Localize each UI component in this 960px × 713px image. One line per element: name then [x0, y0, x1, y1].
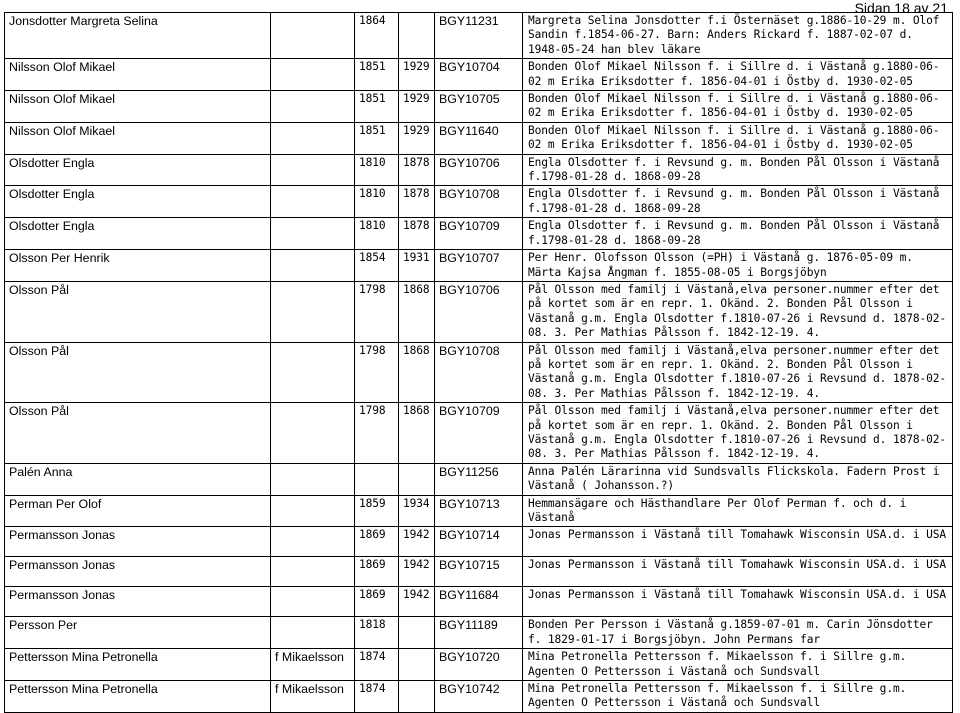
name-cell: Olsson Per Henrik: [5, 250, 271, 282]
maiden-name-cell: [271, 281, 355, 342]
name-cell: Pettersson Mina Petronella: [5, 649, 271, 681]
name-cell: Pettersson Mina Petronella: [5, 681, 271, 713]
name-cell: Nilsson Olof Mikael: [5, 59, 271, 91]
description-cell: Jonas Permansson i Västanå till Tomahawk Wisconsin USA.d. i USA: [523, 587, 953, 617]
table-row: [5, 59, 953, 91]
birth-year-cell: 1798: [355, 342, 399, 403]
birth-year-cell: 1854: [355, 250, 399, 282]
table-row: [5, 495, 953, 527]
name-cell: Olsdotter Engla: [5, 218, 271, 250]
death-year-cell: [399, 681, 435, 713]
birth-year-cell: 1798: [355, 281, 399, 342]
maiden-name-cell: [271, 342, 355, 403]
death-year-cell: 1868: [399, 281, 435, 342]
name-cell: Olsson Pål: [5, 342, 271, 403]
death-year-cell: [399, 13, 435, 59]
description-cell: Bonden Per Persson i Västanå g.1859-07-01 m. Carin Jönsdotter f. 1829-01-17 i Borgsjöbyn. John Permans far: [523, 617, 953, 649]
description-cell: Bonden Olof Mikael Nilsson f. i Sillre d. i Västanå g.1880-06-02 m Erika Eriksdotter f. 1856-04-01 i Östby d. 1930-02-05: [523, 91, 953, 123]
image-code-cell: BGY10720: [435, 649, 523, 681]
image-code-cell: BGY10706: [435, 281, 523, 342]
death-year-cell: 1929: [399, 59, 435, 91]
page-number: Sidan 18 av 21: [854, 0, 948, 16]
description-cell: Engla Olsdotter f. i Revsund g. m. Bonden Pål Olsson i Västanå f.1798-01-28 d. 1868-09-28: [523, 218, 953, 250]
description-cell: Bonden Olof Mikael Nilsson f. i Sillre d. i Västanå g.1880-06-02 m Erika Eriksdotter f. 1856-04-01 i Östby d. 1930-02-05: [523, 122, 953, 154]
table-row: [5, 281, 953, 342]
image-code-cell: BGY10706: [435, 154, 523, 186]
image-code-cell: BGY10709: [435, 403, 523, 464]
image-code-cell: BGY10704: [435, 59, 523, 91]
death-year-cell: 1942: [399, 557, 435, 587]
birth-year-cell: 1851: [355, 122, 399, 154]
table-row: [5, 154, 953, 186]
image-code-cell: BGY10708: [435, 186, 523, 218]
maiden-name-cell: [271, 59, 355, 91]
death-year-cell: 1868: [399, 403, 435, 464]
maiden-name-cell: [271, 527, 355, 557]
birth-year-cell: 1864: [355, 13, 399, 59]
description-cell: Jonas Permansson i Västanå till Tomahawk Wisconsin USA.d. i USA: [523, 557, 953, 587]
birth-year-cell: [355, 463, 399, 495]
register-rows: [5, 13, 953, 713]
maiden-name-cell: [271, 617, 355, 649]
maiden-name-cell: [271, 186, 355, 218]
description-cell: Hemmansägare och Hästhandlare Per Olof Perman f. och d. i Västanå: [523, 495, 953, 527]
death-year-cell: 1942: [399, 527, 435, 557]
maiden-name-cell: f Mikaelsson: [271, 681, 355, 713]
description-cell: Engla Olsdotter f. i Revsund g. m. Bonden Pål Olsson i Västanå f.1798-01-28 d. 1868-09-28: [523, 186, 953, 218]
maiden-name-cell: [271, 557, 355, 587]
description-cell: Bonden Olof Mikael Nilsson f. i Sillre d. i Västanå g.1880-06-02 m Erika Eriksdotter f. 1856-04-01 i Östby d. 1930-02-05: [523, 59, 953, 91]
death-year-cell: [399, 617, 435, 649]
birth-year-cell: 1869: [355, 527, 399, 557]
image-code-cell: BGY11684: [435, 587, 523, 617]
death-year-cell: 1934: [399, 495, 435, 527]
birth-year-cell: 1874: [355, 649, 399, 681]
death-year-cell: 1878: [399, 218, 435, 250]
name-cell: Permansson Jonas: [5, 587, 271, 617]
table-row: [5, 649, 953, 681]
table-row: [5, 681, 953, 713]
table-row: [5, 342, 953, 403]
description-cell: Pål Olsson med familj i Västanå,elva personer.nummer efter det på kortet som är en repr. 1. Okänd. 2. Bonden Pål Olsson i Västanå g.m. Engla Olsdotter f.1810-07-26 i Revsund d. 1878-02-08. 3. Per Mathias Pålsson f. 1842-12-19. 4.: [523, 281, 953, 342]
maiden-name-cell: [271, 495, 355, 527]
name-cell: Olsdotter Engla: [5, 154, 271, 186]
table-row: [5, 557, 953, 587]
maiden-name-cell: [271, 13, 355, 59]
birth-year-cell: 1869: [355, 587, 399, 617]
death-year-cell: 1929: [399, 122, 435, 154]
image-code-cell: BGY10709: [435, 218, 523, 250]
birth-year-cell: 1810: [355, 186, 399, 218]
name-cell: Olsson Pål: [5, 281, 271, 342]
table-row: [5, 527, 953, 557]
register-table: [4, 12, 953, 713]
death-year-cell: 1878: [399, 154, 435, 186]
image-code-cell: BGY10707: [435, 250, 523, 282]
birth-year-cell: 1851: [355, 91, 399, 123]
table-row: [5, 250, 953, 282]
description-cell: Jonas Permansson i Västanå till Tomahawk Wisconsin USA.d. i USA: [523, 527, 953, 557]
image-code-cell: BGY10742: [435, 681, 523, 713]
name-cell: Permansson Jonas: [5, 557, 271, 587]
maiden-name-cell: [271, 154, 355, 186]
description-cell: Margreta Selina Jonsdotter f.i Östernäset g.1886-10-29 m. Olof Sandin f.1854-06-27. Barn: Anders Rickard f. 1887-02-07 d. 1948-05-24 han blev läkare: [523, 13, 953, 59]
table-row: [5, 13, 953, 59]
image-code-cell: BGY11231: [435, 13, 523, 59]
name-cell: Nilsson Olof Mikael: [5, 122, 271, 154]
name-cell: Olsdotter Engla: [5, 186, 271, 218]
table-row: [5, 463, 953, 495]
description-cell: Mina Petronella Pettersson f. Mikaelsson f. i Sillre g.m. Agenten O Pettersson i Västanå och Sundsvall: [523, 649, 953, 681]
birth-year-cell: 1874: [355, 681, 399, 713]
image-code-cell: BGY11256: [435, 463, 523, 495]
birth-year-cell: 1818: [355, 617, 399, 649]
death-year-cell: 1868: [399, 342, 435, 403]
birth-year-cell: 1859: [355, 495, 399, 527]
image-code-cell: BGY10708: [435, 342, 523, 403]
table-row: [5, 122, 953, 154]
description-cell: Mina Petronella Pettersson f. Mikaelsson f. i Sillre g.m. Agenten O Pettersson i Västanå och Sundsvall: [523, 681, 953, 713]
name-cell: Nilsson Olof Mikael: [5, 91, 271, 123]
death-year-cell: 1942: [399, 587, 435, 617]
image-code-cell: BGY10705: [435, 91, 523, 123]
birth-year-cell: 1851: [355, 59, 399, 91]
description-cell: Engla Olsdotter f. i Revsund g. m. Bonden Pål Olsson i Västanå f.1798-01-28 d. 1868-09-28: [523, 154, 953, 186]
maiden-name-cell: [271, 403, 355, 464]
maiden-name-cell: f Mikaelsson: [271, 649, 355, 681]
name-cell: Permansson Jonas: [5, 527, 271, 557]
table-row: [5, 186, 953, 218]
birth-year-cell: 1798: [355, 403, 399, 464]
table-row: [5, 587, 953, 617]
death-year-cell: 1929: [399, 91, 435, 123]
name-cell: Jonsdotter Margreta Selina: [5, 13, 271, 59]
death-year-cell: 1931: [399, 250, 435, 282]
maiden-name-cell: [271, 463, 355, 495]
maiden-name-cell: [271, 587, 355, 617]
image-code-cell: BGY10713: [435, 495, 523, 527]
description-cell: Per Henr. Olofsson Olsson (=PH) i Västanå g. 1876-05-09 m. Märta Kajsa Ångman f. 1855-08-05 i Borgsjöbyn: [523, 250, 953, 282]
table-row: [5, 91, 953, 123]
description-cell: Pål Olsson med familj i Västanå,elva personer.nummer efter det på kortet som är en repr. 1. Okänd. 2. Bonden Pål Olsson i Västanå g.m. Engla Olsdotter f.1810-07-26 i Revsund d. 1878-02-08. 3. Per Mathias Pålsson f. 1842-12-19. 4.: [523, 403, 953, 464]
maiden-name-cell: [271, 122, 355, 154]
birth-year-cell: 1869: [355, 557, 399, 587]
image-code-cell: BGY11640: [435, 122, 523, 154]
maiden-name-cell: [271, 250, 355, 282]
maiden-name-cell: [271, 91, 355, 123]
image-code-cell: BGY11189: [435, 617, 523, 649]
birth-year-cell: 1810: [355, 218, 399, 250]
name-cell: Olsson Pål: [5, 403, 271, 464]
description-cell: Anna Palén Lärarinna vid Sundsvalls Flickskola. Fadern Prost i Västanå ( Johansson.?): [523, 463, 953, 495]
death-year-cell: [399, 463, 435, 495]
name-cell: Palén Anna: [5, 463, 271, 495]
birth-year-cell: 1810: [355, 154, 399, 186]
name-cell: Perman Per Olof: [5, 495, 271, 527]
description-cell: Pål Olsson med familj i Västanå,elva personer.nummer efter det på kortet som är en repr. 1. Okänd. 2. Bonden Pål Olsson i Västanå g.m. Engla Olsdotter f.1810-07-26 i Revsund d. 1878-02-08. 3. Per Mathias Pålsson f. 1842-12-19. 4.: [523, 342, 953, 403]
image-code-cell: BGY10714: [435, 527, 523, 557]
name-cell: Persson Per: [5, 617, 271, 649]
maiden-name-cell: [271, 218, 355, 250]
table-row: [5, 403, 953, 464]
death-year-cell: 1878: [399, 186, 435, 218]
image-code-cell: BGY10715: [435, 557, 523, 587]
death-year-cell: [399, 649, 435, 681]
table-row: [5, 218, 953, 250]
table-row: [5, 617, 953, 649]
